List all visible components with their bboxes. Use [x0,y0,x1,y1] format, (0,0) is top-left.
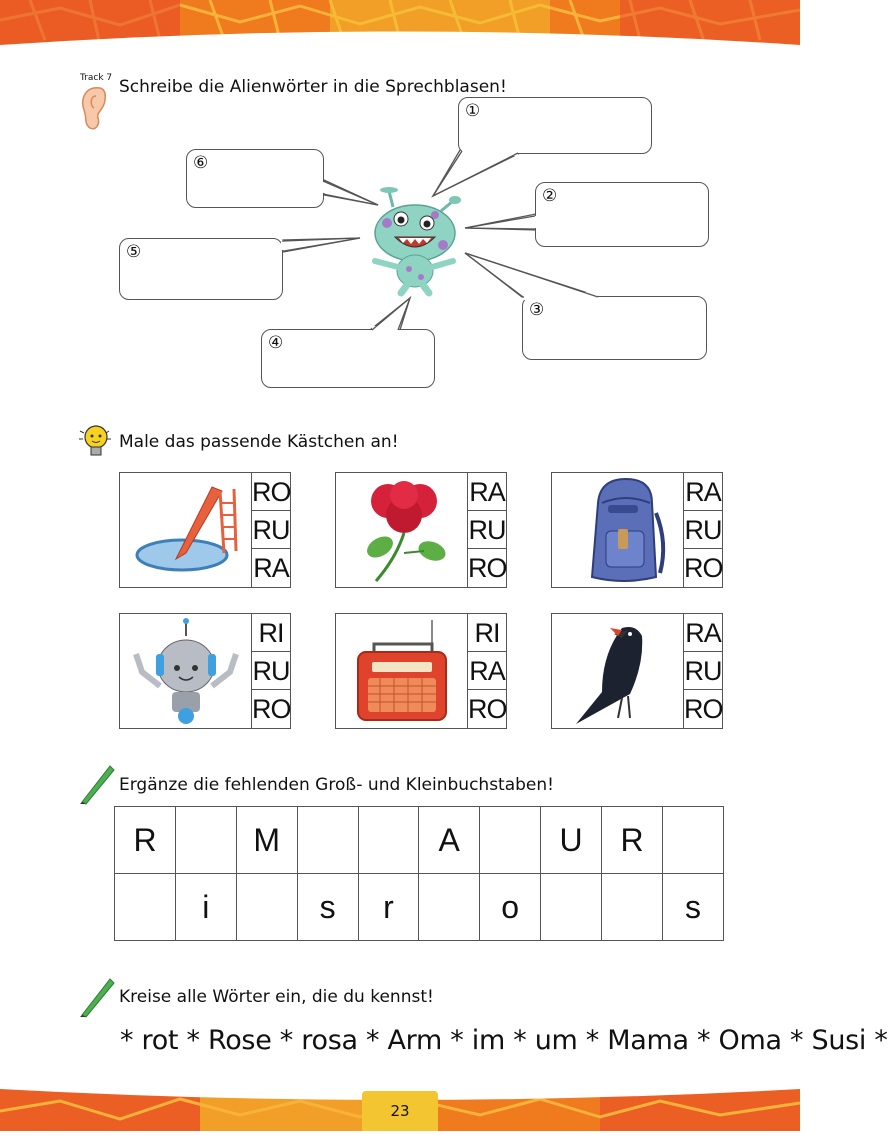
alien-illustration [365,185,465,295]
option-box[interactable]: RI [252,614,290,652]
letter-cell[interactable]: R [115,807,176,874]
page-number: 23 [362,1091,438,1131]
card-backpack [551,472,723,588]
option-box[interactable]: RA [253,553,289,583]
letter-cell[interactable]: i [176,874,237,941]
ear-icon [78,84,110,132]
letter-cell[interactable]: s [297,874,358,941]
letter-cell[interactable] [602,874,663,941]
letter-cell[interactable]: R [602,807,663,874]
task2-instruction: Male das passende Kästchen an! [119,432,399,452]
option-box[interactable]: RU [684,511,722,549]
letter-cell[interactable] [419,874,480,941]
card-raven [551,613,723,729]
letter-cell[interactable] [115,874,176,941]
top-decorative-band [0,0,800,60]
radio-picture [336,614,469,728]
lightbulb-icon [78,423,112,461]
speech-bubble-1[interactable] [458,97,652,154]
letter-cell[interactable] [236,874,297,941]
bubble-number: ⑤ [126,242,142,262]
letter-cell[interactable] [358,807,419,874]
raven-picture [552,614,685,728]
option-column [683,473,722,587]
letter-cell[interactable]: o [480,874,541,941]
task1-instruction: Schreibe die Alienwörter in die Sprechblasen! [119,77,507,97]
pencil-icon [76,975,116,1017]
letter-cell[interactable]: A [419,807,480,874]
letter-cell[interactable] [297,807,358,874]
lowercase-row [115,874,724,941]
card-radio [335,613,507,729]
letter-cell[interactable] [663,807,724,874]
letter-grid [114,806,724,941]
option-box[interactable]: RO [684,694,723,724]
option-box[interactable]: RU [252,652,290,690]
option-box[interactable]: RO [252,694,291,724]
track-label: Track 7 [80,73,113,83]
bubble-number: ⑥ [193,153,209,173]
slide-pool-picture [120,473,253,587]
option-column [467,614,506,728]
bubble-number: ③ [529,300,545,320]
speech-bubble-5[interactable] [119,238,283,300]
option-column [683,614,722,728]
backpack-picture [552,473,685,587]
option-box[interactable]: RA [684,614,722,652]
card-robot [119,613,291,729]
letter-cell[interactable]: s [663,874,724,941]
task4-instruction: Kreise alle Wörter ein, die du kennst! [119,987,434,1007]
option-box[interactable]: RI [468,614,506,652]
bubble-number: ① [465,101,481,121]
option-column [251,614,290,728]
bubble-number: ② [542,186,558,206]
option-column [251,473,290,587]
letter-cell[interactable]: M [236,807,297,874]
option-box[interactable]: RU [684,652,722,690]
speech-bubble-6[interactable] [186,149,324,208]
letter-cell[interactable]: r [358,874,419,941]
option-box[interactable]: RU [252,511,290,549]
task3-instruction: Ergänze die fehlenden Groß- und Kleinbuchstaben! [119,775,554,795]
robot-picture [120,614,253,728]
option-box[interactable]: RO [468,553,507,583]
option-box[interactable]: RA [468,473,506,511]
rose-picture [336,473,469,587]
option-box[interactable]: RU [468,511,506,549]
option-box[interactable]: RO [684,553,723,583]
uppercase-row [115,807,724,874]
pencil-icon [76,762,116,804]
letter-cell[interactable] [176,807,237,874]
speech-bubble-4[interactable] [261,329,435,388]
word-list[interactable]: * rot * Rose * rosa * Arm * im * um * Mama * Oma * Susi * [120,1025,888,1056]
option-box[interactable]: RA [468,652,506,690]
letter-cell[interactable] [541,874,602,941]
card-rose [335,472,507,588]
letter-cell[interactable]: U [541,807,602,874]
speech-bubble-3[interactable] [522,296,707,360]
option-column [467,473,506,587]
bubble-number: ④ [268,333,284,353]
option-box[interactable]: RA [684,473,722,511]
card-slide [119,472,291,588]
letter-cell[interactable] [480,807,541,874]
speech-bubble-2[interactable] [535,182,709,247]
option-box[interactable]: RO [252,473,290,511]
option-box[interactable]: RO [468,694,507,724]
